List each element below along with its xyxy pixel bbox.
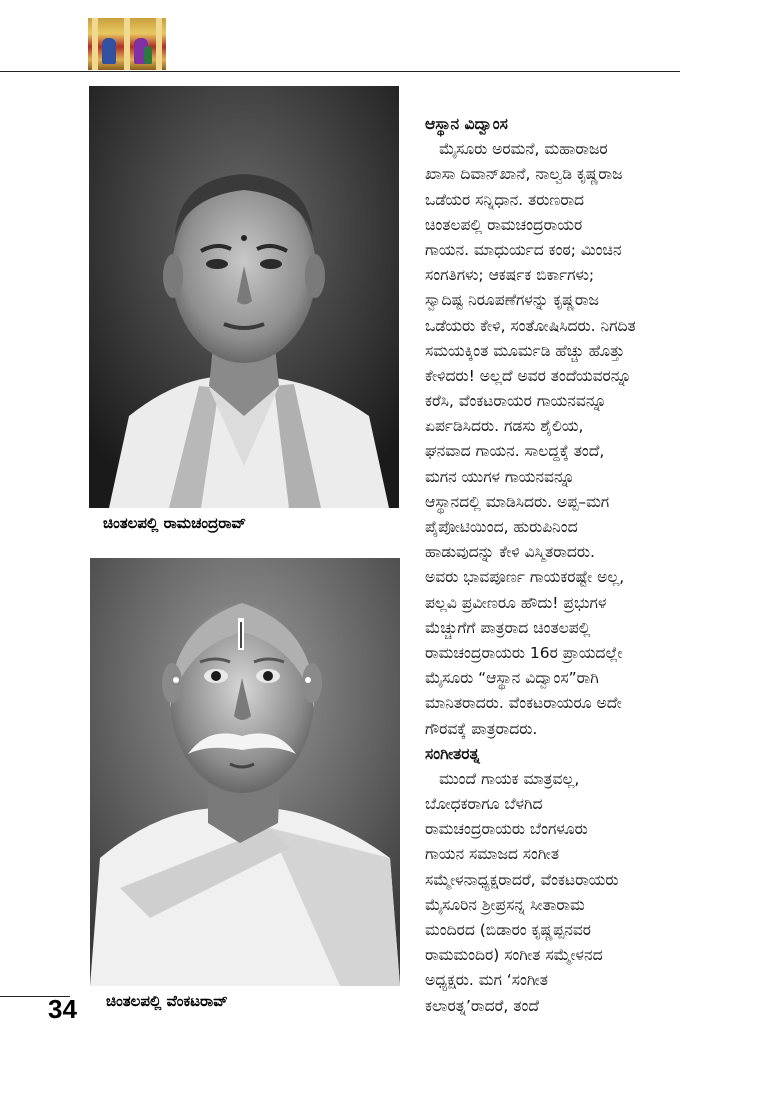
portrait-man-illustration: [89, 86, 399, 508]
article-line: ಮುಂದೆ ಗಾಯಕ ಮಾತ್ರವಲ್ಲ,: [439, 769, 580, 788]
article-body: [425, 112, 690, 1019]
article-line: ಮೈಸೂರಿನ ಶ್ರೀಪ್ರಸನ್ನ ಸೀತಾರಾಮ: [425, 895, 585, 914]
article-line: ಅವರು ಭಾವಪೂರ್ಣ ಗಾಯಕರಷ್ಟೇ ಅಲ್ಲ,: [425, 568, 625, 587]
article-line: ಮಂದಿರದ (ಬಿಡಾರಂ ಕೃಷ್ಣಪ್ಪನವರ: [425, 921, 591, 939]
header-rule: [0, 71, 680, 72]
article-line: ಕರೆಸಿ, ವೆಂಕಟರಾಯರ ಗಾಯನವನ್ನೂ: [425, 392, 607, 411]
article-line: ರಾಮಮಂದಿರ) ಸಂಗೀತ ಸಮ್ಮೇಳನದ: [425, 946, 603, 965]
article-line: ಬೋಧಕರಾಗೂ ಬೆಳಗಿದ: [425, 795, 543, 814]
article-line: ಒಡೆಯರ ಸನ್ನಿಧಾನ. ತರುಣರಾದ: [425, 190, 585, 209]
article-line: ಕೇಳಿದರು! ಅಲ್ಲದೆ ಅವರ ತಂದೆಯವರನ್ನೂ: [425, 366, 632, 385]
article-line: ಘನವಾದ ಗಾಯನ. ಸಾಲದ್ದಕ್ಕೆ ತಂದೆ,: [425, 442, 605, 461]
article-line: ಪೈಪೋಟಿಯಿಂದ, ಹುರುಪಿನಿಂದ: [425, 518, 578, 536]
article-line: ಪಲ್ಲವಿ ಪ್ರವೀಣರೂ ಹೌದು! ಪ್ರಭುಗಳ: [425, 593, 607, 612]
article-line: ಮೈಸೂರು ಅರಮನೆ, ಮಹಾರಾಜರ: [439, 140, 608, 159]
article-line: ರಾಮಚಂದ್ರರಾಯರು 16ರ ಪ್ರಾಯದಲ್ಲೇ: [425, 643, 623, 662]
article-line: ಮಾನಿತರಾದರು. ವೆಂಕಟರಾಯರೂ ಅದೇ: [425, 694, 622, 713]
section-heading: ಸಂಗೀತರತ್ನ: [425, 744, 480, 763]
portrait-photo-ramachandra-rao: [89, 86, 399, 508]
article-line: ಗೌರವಕ್ಕೆ ಪಾತ್ರರಾದರು.: [425, 719, 538, 738]
page-number: 34: [48, 994, 77, 1024]
article-line: ರಾಮಚಂದ್ರರಾಯರು ಬೆಂಗಳೂರು: [425, 820, 588, 839]
article-line: ಸಂಗತಿಗಳು; ಆಕರ್ಷಕ ಬಿರ್ಕಾಗಳು;: [425, 266, 595, 285]
article-line: ಮಗನ ಯುಗಳ ಗಾಯನವನ್ನೂ: [425, 467, 575, 486]
photo-caption: ಚಿಂತಲಪಲ್ಲಿ ವೆಂಕಟರಾವ್: [106, 992, 228, 1010]
article-line: ಕಲಾರತ್ನ’ರಾದರೆ, ತಂದೆ: [425, 996, 539, 1015]
photo-caption: ಚಿಂತಲಪಲ್ಲಿ ರಾಮಚಂದ್ರರಾವ್: [103, 514, 247, 532]
article-line: ಗಾಯನ ಸಮಾಜದ ಸಂಗೀತ: [425, 845, 560, 864]
article-line: ಏರ್ಪಡಿಸಿದರು. ಗಡಸು ಶೈಲಿಯ,: [425, 417, 584, 436]
article-line: ಸಮಯಕ್ಕಿಂತ ಮೂರ್ಮಡಿ ಹೆಚ್ಚು ಹೊತ್ತು: [425, 341, 625, 360]
section-heading: ಆಸ್ಥಾನ ವಿದ್ವಾಂಸ: [425, 115, 508, 133]
article-line: ಹಾಡುವುದನ್ನು ಕೇಳಿ ವಿಸ್ಮಿತರಾದರು.: [425, 543, 595, 562]
header-illustration: [88, 18, 166, 70]
article-line: ಮೈಸೂರು “ಆಸ್ಥಾನ ವಿದ್ವಾಂಸ”ರಾಗಿ: [425, 669, 599, 688]
article-line: ಮೆಚ್ಚುಗೆಗೆ ಪಾತ್ರರಾದ ಚಿಂತಲಪಲ್ಲಿ: [425, 618, 591, 637]
article-line: ಗಾಯನ. ಮಾಧುರ್ಯದ ಕಂಠ; ಮಿಂಚಿನ: [425, 240, 622, 259]
portrait-photo-venkata-rao: [90, 558, 400, 986]
article-line: ಚಿಂತಲಪಲ್ಲಿ ರಾಮಚಂದ್ರರಾಯರ: [425, 215, 583, 234]
article-line: ಸ್ವಾದಿಷ್ಟ ನಿರೂಪಣೆಗಳನ್ನು ಕೃಷ್ಣರಾಜ: [425, 291, 599, 310]
article-line: ಒಡೆಯರು ಕೇಳಿ, ಸಂತೋಷಿಸಿದರು. ನಿಗದಿತ: [425, 316, 636, 335]
article-line: ಖಾಸಾ ದಿವಾನ್‌ಖಾನೆ, ನಾಲ್ವಡಿ ಕೃಷ್ಣರಾಜ: [425, 165, 623, 184]
article-line: ಆಸ್ಥಾನದಲ್ಲಿ ಮಾಡಿಸಿದರು. ಅಪ್ಪ–ಮಗ: [425, 492, 610, 511]
article-line: ಅಧ್ಯಕ್ಷರು. ಮಗ ‘ಸಂಗೀತ: [425, 971, 548, 990]
article-line: ಸಮ್ಮೇಳನಾಧ್ಯಕ್ಷರಾದರೆ, ವೆಂಕಟರಾಯರು: [425, 870, 619, 889]
portrait-elder-illustration: [90, 558, 400, 986]
